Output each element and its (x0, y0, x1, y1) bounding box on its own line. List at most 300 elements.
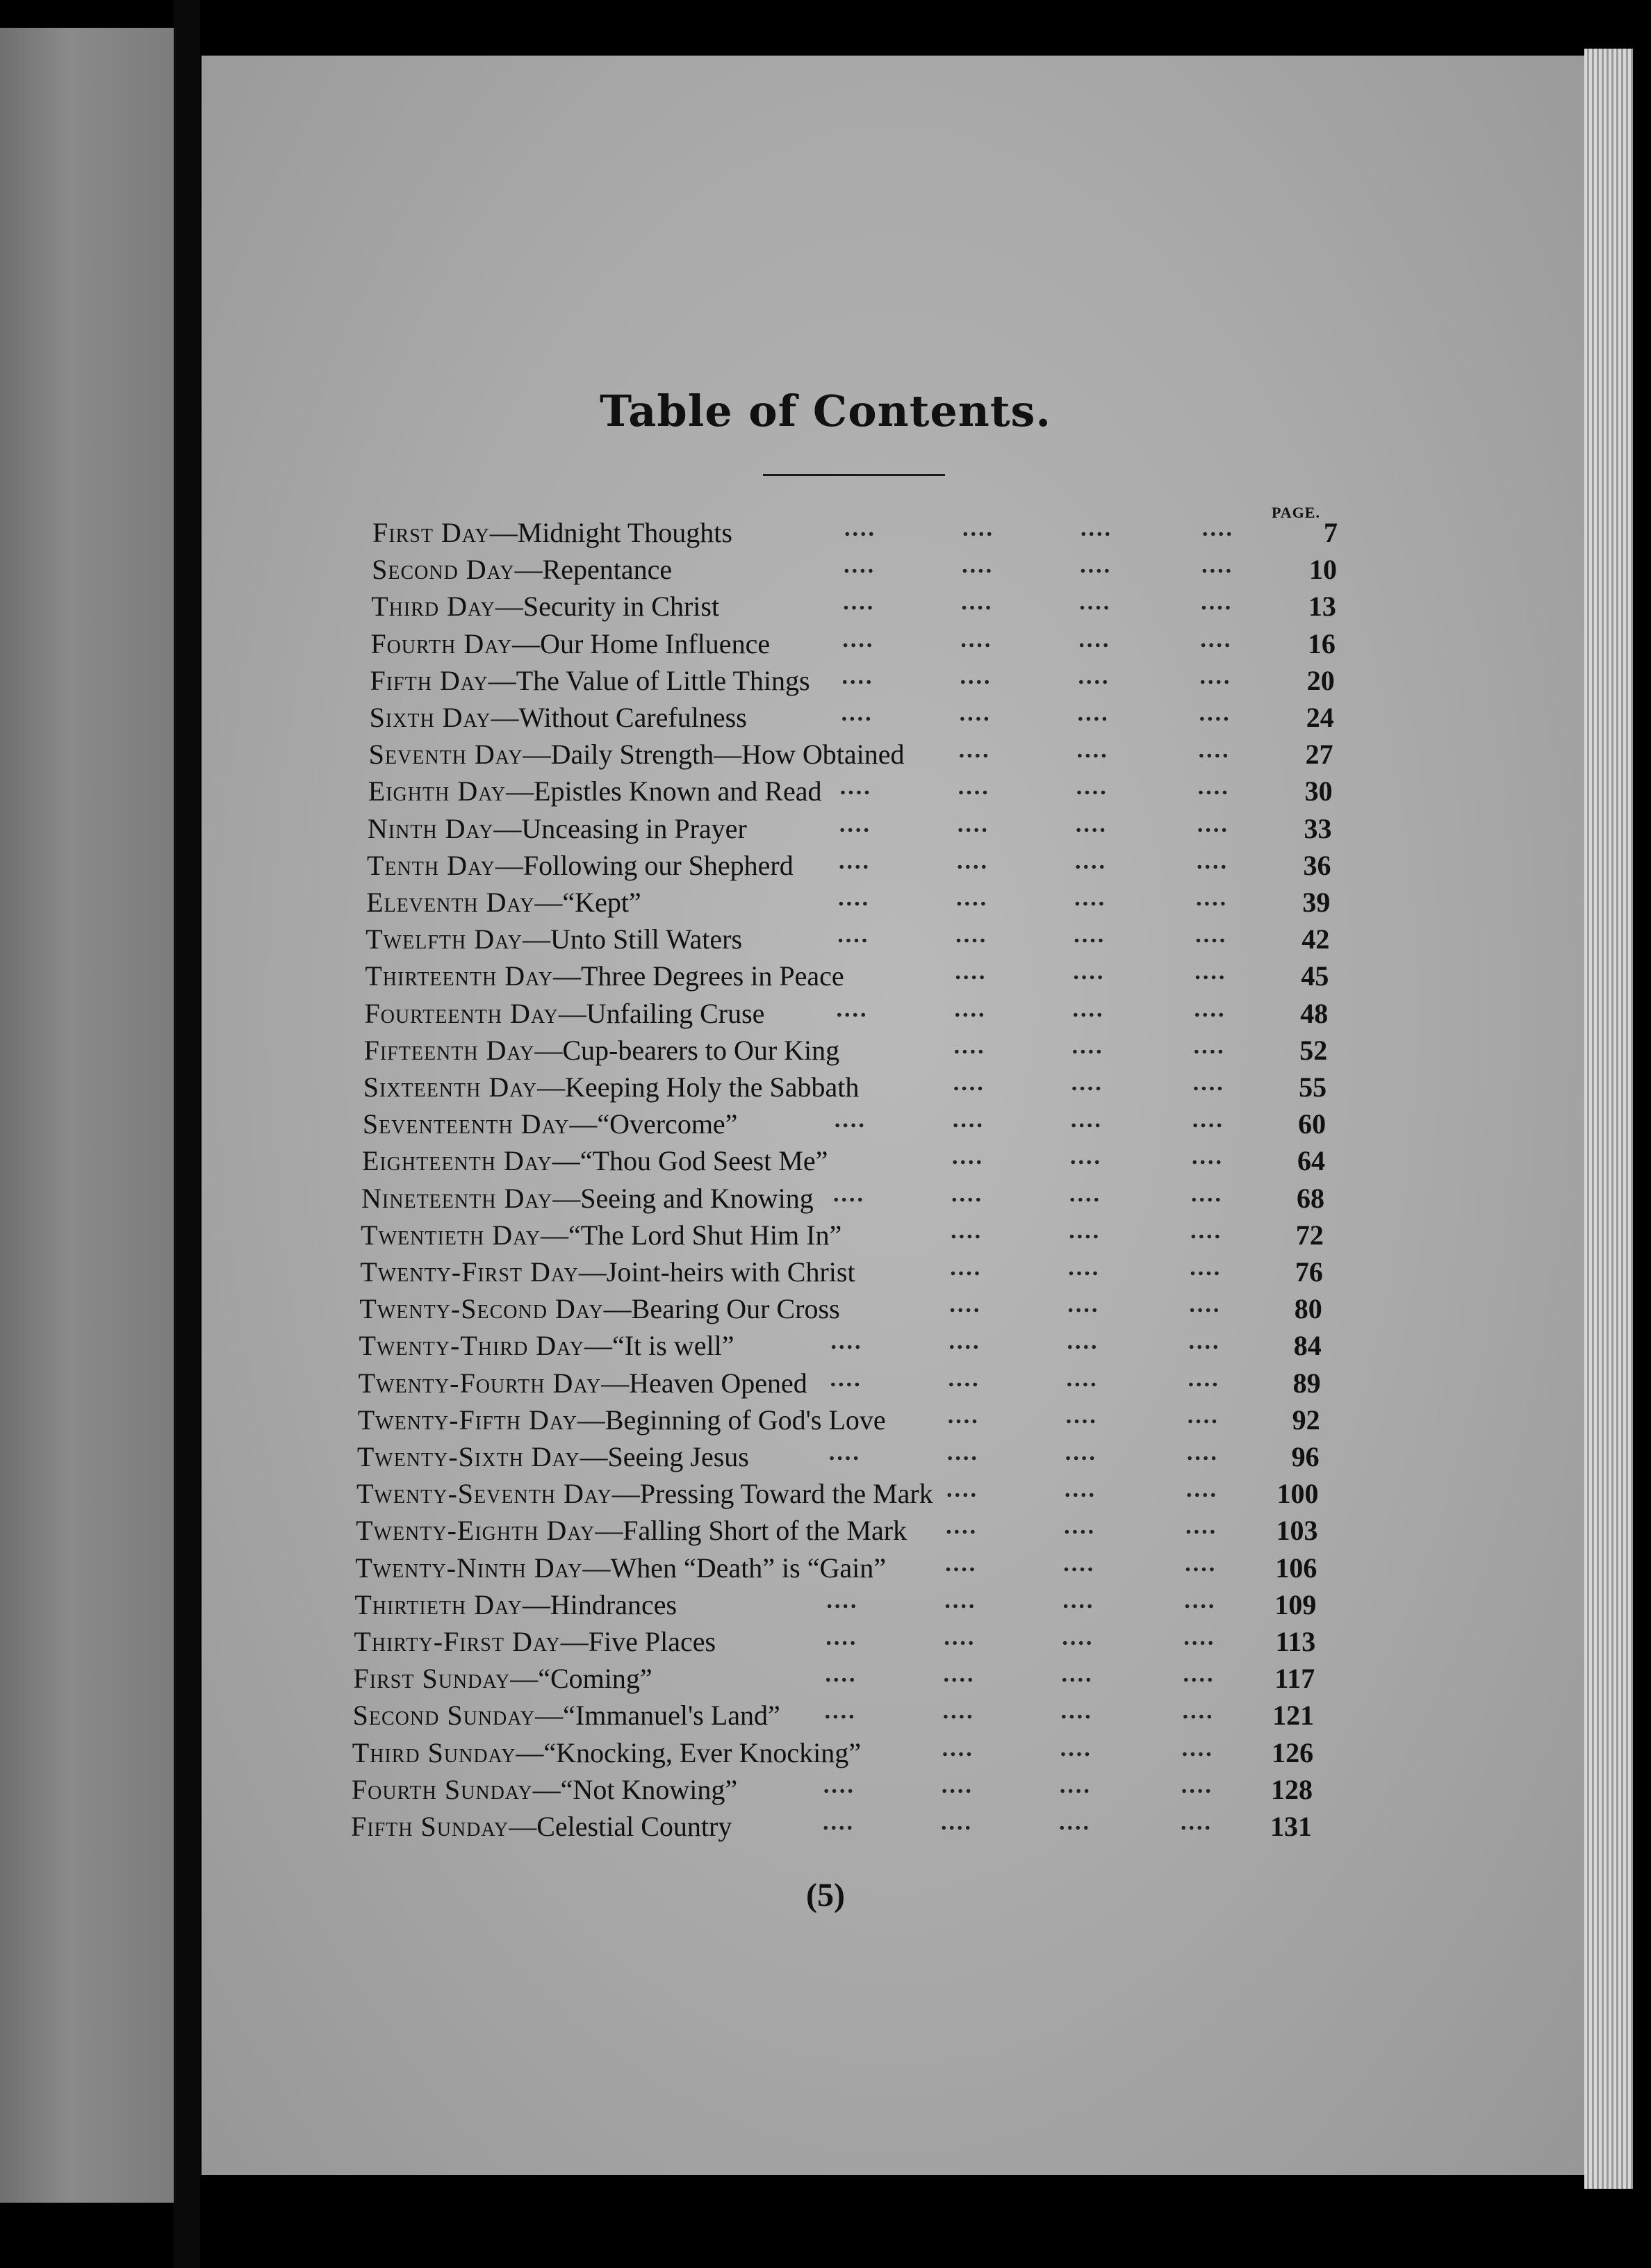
leader-dots: .... (1185, 1550, 1217, 1577)
toc-entry-page-number: 109 (1274, 1588, 1317, 1620)
toc-entry-day: Twenty-Third Day (359, 1330, 584, 1362)
leader-dots: .... (953, 1033, 986, 1059)
leader-dots: .... (962, 552, 994, 579)
toc-entry (0, 1438, 1651, 1476)
toc-entry (0, 662, 1651, 700)
leader-dots: .... (941, 1772, 974, 1798)
leader-dots: .... (1062, 1587, 1095, 1613)
leader-dots: .... (1064, 1513, 1096, 1540)
toc-entry-text (354, 1660, 652, 1698)
toc-entry-day: Fifteenth Day (363, 1034, 535, 1066)
toc-entry-page-number: 48 (1300, 997, 1329, 1029)
toc-entry-dash: — (534, 1034, 563, 1066)
toc-entry-day: Twelfth Day (365, 923, 523, 955)
leader-dots: .... (1181, 1809, 1213, 1835)
leader-dots: .... (1189, 1292, 1222, 1318)
toc-entry-text (368, 810, 747, 848)
toc-entry (0, 514, 1651, 552)
leader-dots: .... (1079, 589, 1112, 616)
leader-dots: .... (1191, 1144, 1224, 1170)
toc-entry-day: Eleventh Day (366, 887, 535, 918)
toc-entry-dash: — (516, 1736, 544, 1768)
leader-dots: .... (1181, 1772, 1213, 1798)
leader-dots: .... (828, 1440, 861, 1465)
toc-entry-page-number: 80 (1294, 1293, 1322, 1325)
leader-dots: .... (838, 885, 871, 911)
leader-dots: .... (951, 1217, 983, 1244)
leader-dots: .... (1060, 1698, 1093, 1725)
toc-entry-text (370, 625, 770, 663)
page-column-header: PAGE. (1272, 504, 1320, 521)
toc-entry-page-number: 30 (1304, 775, 1333, 807)
toc-entry-title: Epistles Known and Read (534, 775, 822, 807)
leader-dots: .... (1066, 1365, 1099, 1392)
leader-dots: .... (839, 848, 871, 874)
toc-entry-page-number: 55 (1299, 1071, 1327, 1103)
leader-dots: .... (1075, 848, 1108, 874)
toc-entry-page-number: 64 (1297, 1145, 1326, 1177)
toc-entry-page-number: 27 (1305, 739, 1333, 771)
toc-entry-title: Following our Shepherd (523, 849, 794, 881)
leader-dots: .... (946, 1440, 979, 1465)
toc-entry-dash: — (582, 1552, 611, 1584)
toc-entry (0, 1550, 1651, 1587)
toc-entry-dash: — (522, 923, 550, 955)
toc-entry-day: Twenty-Seventh Day (356, 1478, 612, 1510)
toc-entry-page-number: 89 (1292, 1367, 1321, 1399)
leader-dots: .... (1194, 996, 1226, 1022)
leader-dots: .... (946, 1513, 978, 1540)
toc-entry-day: Twenty-Second Day (359, 1293, 604, 1325)
toc-entry-page-number: 13 (1308, 591, 1336, 623)
toc-entry-day: Second Day (372, 554, 515, 586)
leader-dots: .... (1069, 1144, 1102, 1170)
toc-entry-dash: — (491, 702, 519, 733)
toc-entry-title: “The Lord Shut Him In” (568, 1219, 842, 1251)
toc-entry-text (352, 1734, 861, 1772)
toc-entry-title: “It is well” (611, 1330, 734, 1362)
leader-dots: .... (1188, 1365, 1220, 1392)
toc-entry-day: Twenty-First Day (360, 1256, 579, 1288)
toc-entry-day: Fourth Day (370, 627, 513, 659)
leader-dots: .... (956, 885, 989, 911)
toc-entry (0, 1660, 1651, 1698)
leader-dots: .... (1182, 1698, 1215, 1725)
toc-entry-title: Security in Christ (523, 591, 720, 623)
leader-dots: .... (1190, 1217, 1223, 1244)
toc-entry-page-number: 7 (1324, 517, 1338, 548)
toc-entry-day: First Day (372, 517, 490, 548)
leader-dots: .... (1078, 626, 1111, 652)
toc-entry-title: Bearing Our Cross (631, 1293, 840, 1325)
toc-entry-dash: — (595, 1515, 623, 1547)
toc-entry-page-number: 60 (1298, 1108, 1326, 1140)
toc-entry-title: Unfailing Cruse (586, 997, 765, 1029)
toc-entry-text (372, 551, 672, 589)
toc-entry-text (370, 662, 810, 700)
leader-dots: .... (942, 1698, 975, 1725)
toc-entry (0, 1180, 1651, 1217)
toc-entry-dash: — (558, 997, 586, 1029)
leader-dots: .... (823, 1772, 855, 1798)
leader-dots: .... (1186, 1440, 1219, 1465)
leader-dots: .... (1069, 1217, 1101, 1244)
leader-dots: .... (1201, 552, 1234, 579)
toc-entry-day: Twenty-Fourth Day (358, 1367, 602, 1399)
toc-entry-text (363, 1069, 860, 1106)
toc-entry-day: Eighth Day (368, 775, 507, 807)
toc-entry-dash: — (488, 664, 516, 696)
leader-dots: .... (837, 922, 870, 948)
toc-entry-dash: — (509, 1811, 537, 1842)
leader-dots: .... (1070, 1107, 1103, 1133)
leader-dots: .... (953, 1070, 985, 1096)
leader-dots: .... (942, 1735, 974, 1761)
toc-entry-title: Beginning of God's Love (605, 1404, 886, 1436)
toc-entry-title: “Immanuel's Land” (563, 1700, 780, 1732)
toc-entry-text (372, 514, 732, 552)
leader-dots: .... (1199, 663, 1232, 689)
leader-dots: .... (1183, 1625, 1216, 1650)
toc-entry-text (361, 1217, 841, 1254)
leader-dots: .... (954, 996, 987, 1022)
toc-entry-dash: — (560, 1626, 589, 1657)
toc-entry-dash: — (495, 849, 523, 881)
leader-dots: .... (842, 626, 875, 652)
toc-entry-text (360, 1254, 855, 1291)
leader-dots: .... (1073, 959, 1106, 985)
leader-dots: .... (1081, 516, 1112, 541)
toc-entry-day: Tenth Day (367, 849, 495, 881)
toc-entry-page-number: 92 (1292, 1404, 1320, 1436)
toc-entry (0, 1808, 1651, 1846)
leader-dots: .... (951, 1144, 984, 1170)
toc-entry-day: Twenty-Fifth Day (357, 1404, 577, 1436)
toc-entry-page-number: 52 (1299, 1034, 1328, 1066)
leader-dots: .... (1196, 885, 1229, 911)
toc-entry-page-number: 121 (1272, 1700, 1315, 1732)
leader-dots: .... (1071, 1070, 1103, 1096)
toc-entry-day: Thirty-First Day (354, 1626, 561, 1657)
toc-entry (0, 810, 1651, 848)
toc-entry-title: Cup-bearers to Our King (562, 1034, 840, 1066)
leader-dots: .... (834, 1107, 866, 1133)
toc-entry-day: Third Day (371, 591, 495, 623)
leader-dots: .... (824, 1698, 857, 1725)
toc-entry-text (369, 736, 905, 773)
toc-entry-title: The Value of Little Things (516, 664, 810, 696)
toc-entry-text (353, 1697, 780, 1734)
toc-entry (0, 699, 1651, 737)
leader-dots: .... (1074, 922, 1106, 948)
toc-entry-text (354, 1586, 677, 1624)
toc-entry (0, 1327, 1651, 1365)
leader-dots: .... (1060, 1735, 1092, 1761)
toc-entry-page-number: 20 (1306, 664, 1335, 696)
toc-entry-page-number: 76 (1295, 1256, 1323, 1288)
toc-entry (0, 1697, 1651, 1734)
toc-entry-text (365, 958, 844, 995)
toc-entry-text (371, 588, 719, 625)
leader-dots: .... (1064, 1477, 1096, 1503)
toc-entry-page-number: 68 (1296, 1182, 1324, 1214)
toc-entry-title: Our Home Influence (540, 627, 771, 659)
toc-entry-text (361, 1180, 814, 1217)
page-title: Table of Contents. (600, 386, 1051, 436)
toc-entry-page-number: 103 (1276, 1515, 1318, 1547)
toc-entry-day: Twenty-Eighth Day (356, 1515, 595, 1547)
toc-entry-dash: — (493, 812, 522, 844)
toc-entry (0, 1032, 1651, 1069)
leader-dots: .... (841, 700, 873, 726)
leader-dots: .... (948, 1329, 981, 1355)
toc-entry-title: When “Death” is “Gain” (610, 1552, 886, 1584)
leader-dots: .... (947, 1402, 980, 1429)
leader-dots: .... (948, 1365, 980, 1392)
toc-entry-page-number: 84 (1293, 1330, 1322, 1362)
toc-entry (0, 1402, 1651, 1439)
leader-dots: .... (1191, 1181, 1224, 1207)
leader-dots: .... (960, 663, 992, 689)
leader-dots: .... (1194, 959, 1227, 985)
leader-dots: .... (1201, 589, 1233, 616)
toc-entry-day: First Sunday (353, 1663, 511, 1695)
leader-dots: .... (843, 589, 876, 616)
toc-entry-dash: — (535, 1700, 564, 1732)
toc-entry-page-number: 39 (1302, 887, 1331, 918)
leader-dots: .... (1067, 1329, 1099, 1355)
toc-entry-title: “Overcome” (597, 1108, 738, 1140)
leader-dots: .... (1072, 996, 1105, 1022)
leader-dots: .... (841, 663, 874, 689)
toc-entry-title: Unceasing in Prayer (521, 812, 747, 844)
toc-entry-day: Fifth Sunday (351, 1811, 509, 1842)
leader-dots: .... (1193, 1033, 1226, 1059)
toc-entry (0, 1290, 1651, 1328)
toc-entry-text (358, 1402, 886, 1439)
toc-entry-dash: — (584, 1330, 612, 1362)
toc-entry-page-number: 24 (1306, 702, 1334, 733)
leader-dots: .... (1199, 700, 1231, 726)
toc-entry-day: Fourteenth Day (364, 997, 559, 1029)
toc-entry-dash: — (532, 1773, 561, 1805)
toc-entry-dash: — (580, 1441, 608, 1472)
toc-entry-page-number: 36 (1303, 849, 1331, 881)
leader-dots: .... (1078, 663, 1110, 689)
toc-entry-day: Twenty-Sixth Day (356, 1441, 580, 1472)
toc-entry-day: Fifth Day (370, 664, 488, 696)
toc-entry-page-number: 10 (1308, 554, 1337, 586)
leader-dots: .... (1080, 552, 1112, 579)
leader-dots: .... (943, 1661, 976, 1688)
toc-entry-day: Seventeenth Day (362, 1108, 570, 1140)
toc-entry-dash: — (523, 739, 551, 771)
toc-entry (0, 588, 1651, 625)
leader-dots: .... (833, 1181, 866, 1207)
leader-dots: .... (1190, 1255, 1222, 1281)
toc-entry-text (352, 1771, 737, 1809)
leader-dots: .... (1062, 1625, 1094, 1650)
toc-entry-text (359, 1327, 734, 1365)
leader-dots: .... (1192, 1107, 1224, 1133)
toc-entry-text (351, 1808, 732, 1846)
leader-dots: .... (944, 1625, 976, 1650)
leader-dots: .... (950, 1255, 983, 1281)
toc-entry-dash: — (578, 1256, 607, 1288)
leader-dots: .... (1185, 1513, 1218, 1540)
leader-dots: .... (1075, 811, 1108, 837)
leader-dots: .... (1068, 1255, 1101, 1281)
toc-entry-text (367, 847, 794, 885)
leader-dots: .... (1069, 1181, 1102, 1207)
toc-entry-title: Without Carefulness (518, 702, 747, 733)
leader-dots: .... (941, 1809, 973, 1835)
leader-dots: .... (1065, 1402, 1098, 1429)
toc-entry-dash: — (489, 517, 518, 548)
toc-entry-dash: — (552, 1145, 580, 1177)
leader-dots: .... (1059, 1809, 1091, 1835)
toc-entry-dash: — (540, 1219, 568, 1251)
toc-entry-title: Seeing and Knowing (580, 1182, 814, 1214)
leader-dots: .... (1187, 1402, 1219, 1429)
toc-entry-day: Sixth Day (369, 702, 491, 733)
leader-dots: .... (951, 1181, 984, 1207)
leader-dots: .... (1065, 1440, 1097, 1465)
toc-entry-dash: — (510, 1663, 539, 1695)
leader-dots: .... (945, 1550, 978, 1577)
toc-entry-title: “Thou God Seest Me” (580, 1145, 828, 1177)
toc-entry (0, 884, 1651, 921)
leader-dots: .... (958, 774, 990, 800)
toc-entry-day: Ninth Day (367, 812, 494, 844)
toc-entry-text (357, 1438, 749, 1476)
leader-dots: .... (961, 589, 994, 616)
toc-entry (0, 1142, 1651, 1180)
toc-entry-text (366, 884, 641, 921)
leader-dots: .... (952, 1107, 985, 1133)
toc-entry (0, 1623, 1651, 1661)
leader-dots: .... (962, 516, 994, 541)
leader-dots: .... (1185, 1477, 1218, 1503)
toc-entry (0, 625, 1651, 663)
toc-entry-dash: — (506, 775, 534, 807)
leader-dots: .... (1077, 700, 1110, 726)
toc-entry (0, 1771, 1651, 1809)
toc-entry-text (354, 1623, 716, 1661)
toc-entry-dash: — (611, 1478, 640, 1510)
leader-dots: .... (830, 1329, 863, 1355)
toc-entry-title: Pressing Toward the Mark (639, 1478, 933, 1510)
toc-entry-text (362, 1142, 828, 1180)
leader-dots: .... (1184, 1587, 1217, 1613)
toc-entry-text (356, 1475, 933, 1513)
leader-dots: .... (955, 959, 987, 985)
toc-entry-page-number: 96 (1291, 1441, 1320, 1472)
toc-entry-dash: — (603, 1293, 632, 1325)
leader-dots: .... (1061, 1661, 1094, 1688)
leader-dots: .... (1071, 1033, 1104, 1059)
leader-dots: .... (826, 1587, 859, 1613)
toc-entry-text (363, 1106, 738, 1143)
toc-entry (0, 736, 1651, 773)
leader-dots: .... (949, 1292, 982, 1318)
toc-entry (0, 773, 1651, 810)
leader-dots: .... (1188, 1329, 1221, 1355)
toc-entry-title: Three Degrees in Peace (580, 960, 844, 992)
toc-entry-title: Heaven Opened (629, 1367, 807, 1399)
toc-entry-text (359, 1365, 807, 1402)
leader-dots: .... (946, 1477, 978, 1503)
leader-dots: .... (957, 811, 989, 837)
toc-entry-page-number: 72 (1295, 1219, 1324, 1251)
toc-entry-day: Sixteenth Day (363, 1071, 538, 1103)
leader-dots: .... (944, 1587, 977, 1613)
leader-dots: .... (959, 700, 992, 726)
toc-entry-day: Third Sunday (352, 1736, 516, 1768)
toc-entry-day: Seventh Day (368, 739, 523, 771)
toc-entry-text (356, 1512, 907, 1550)
toc-entry-dash: — (537, 1071, 566, 1103)
toc-entry-page-number: 106 (1275, 1552, 1317, 1584)
toc-entry (0, 847, 1651, 885)
toc-entry-dash: — (601, 1367, 630, 1399)
toc-entry-day: Thirtieth Day (354, 1588, 523, 1620)
toc-entry-title: Keeping Holy the Sabbath (565, 1071, 860, 1103)
toc-entry-title: Hindrances (550, 1588, 677, 1620)
toc-entry (0, 921, 1651, 958)
leader-dots: .... (836, 996, 869, 1022)
leader-dots: .... (1197, 811, 1229, 837)
leader-dots: .... (825, 1661, 857, 1688)
toc-entry-text (355, 1550, 886, 1587)
leader-dots: .... (955, 922, 988, 948)
leader-dots: .... (823, 1809, 855, 1835)
toc-entry-title: Joint-heirs with Christ (606, 1256, 855, 1288)
toc-entry-page-number: 16 (1307, 627, 1336, 659)
toc-entry-page-number: 131 (1270, 1811, 1312, 1842)
toc-entry-title: Five Places (588, 1626, 716, 1657)
leader-dots: .... (1063, 1550, 1096, 1577)
toc-entry-dash: — (552, 960, 581, 992)
leader-dots: .... (844, 516, 876, 541)
toc-entry-day: Twenty-Ninth Day (355, 1552, 583, 1584)
toc-entry-day: Second Sunday (352, 1700, 536, 1732)
toc-entry-dash: — (512, 627, 541, 659)
leader-dots: .... (1197, 774, 1230, 800)
toc-entry (0, 1254, 1651, 1291)
toc-entry-text (370, 699, 747, 737)
page-folio: (5) (806, 1877, 845, 1914)
toc-entry-dash: — (495, 591, 523, 623)
toc-entry-day: Fourth Sunday (351, 1773, 533, 1805)
toc-entry (0, 551, 1651, 589)
toc-entry-title: “Not Knowing” (560, 1773, 738, 1805)
leader-dots: .... (1076, 774, 1108, 800)
toc-entry-title: Repentance (542, 554, 673, 586)
toc-entry (0, 958, 1651, 995)
leader-dots: .... (1200, 626, 1233, 652)
toc-entry-page-number: 100 (1276, 1478, 1319, 1510)
leader-dots: .... (958, 737, 991, 764)
toc-entry-text (364, 995, 764, 1033)
toc-entry-text (364, 1032, 840, 1069)
toc-entry-text (359, 1290, 839, 1328)
toc-entry (0, 1586, 1651, 1624)
toc-entry-title: “Coming” (538, 1663, 652, 1695)
leader-dots: .... (1183, 1661, 1215, 1688)
toc-entry-day: Nineteenth Day (361, 1182, 553, 1214)
leader-dots: .... (1195, 922, 1228, 948)
